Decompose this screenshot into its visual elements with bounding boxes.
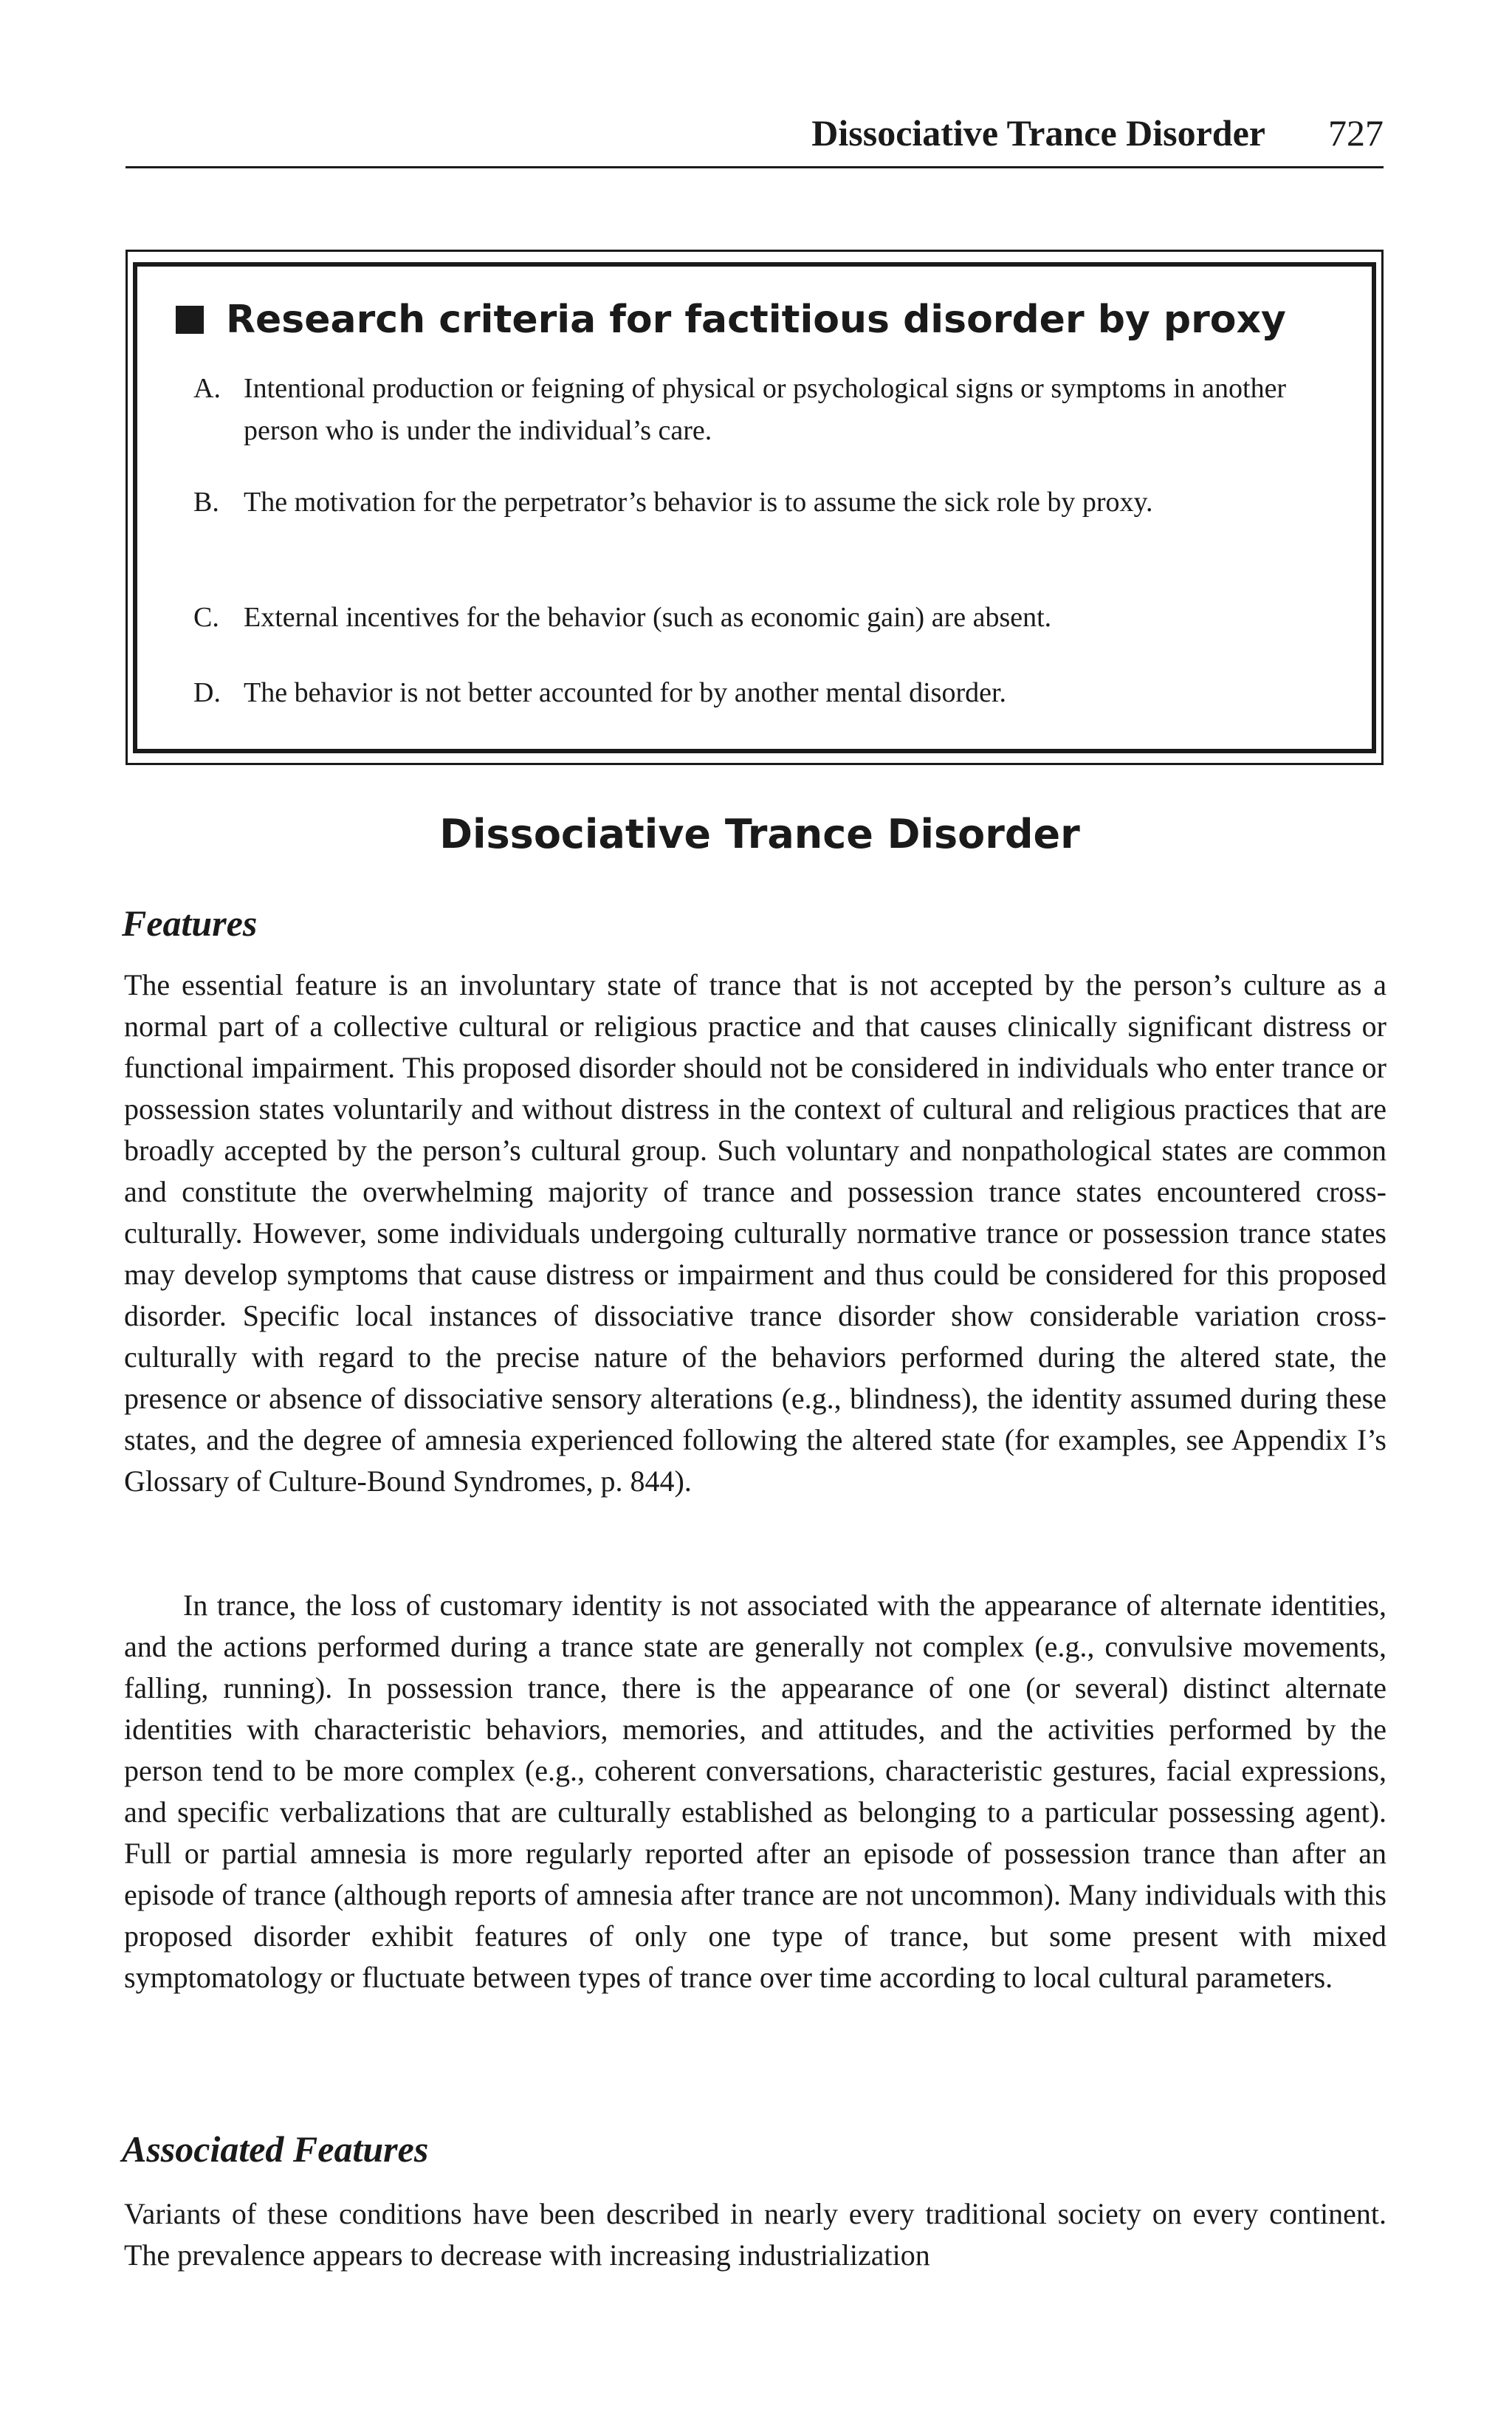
criterion-d [193,672,1336,714]
running-head-title: Dissociative Trance Disorder [811,112,1265,154]
associated-features-heading: Associated Features [122,2128,429,2170]
criterion-b [193,482,1336,524]
associated-features-paragraph-1: Variants of these conditions have been described in nearly every traditional society on every continent. The prevalence appears to decrease with increasing industrialization [124,2197,1386,2272]
criterion-letter: A. [193,373,221,404]
criterion-letter: C. [193,602,219,633]
criterion-c [193,597,1336,639]
criteria-box-title [176,297,1286,343]
criterion-letter: B. [193,487,219,518]
criteria-box-title-text: Research criteria for factitious disorder by proxy [226,298,1286,342]
features-paragraph-1: The essential feature is an involuntary state of trance that is not accepted by the person’s culture as a normal part of a collective cultural or religious practice and that causes clinically significant distress or functional impairment. This proposed disorder should not be considered in individuals who enter trance or possession states voluntarily and without distress in the context of cultural and religious practices that are broadly accepted by the person’s cultural group. Such voluntary and nonpathological states are common and constitute the overwhelming majority of trance and possession trance states encountered cross-culturally. However, some individuals undergoing culturally normative trance or possession trance states may develop symptoms that cause distress or impairment and thus could be considered for this proposed disorder. Specific local instances of dissociative trance disorder show considerable variation cross-culturally with regard to the precise nature of the behaviors performed during the altered state, the presence or absence of dissociative sensory alterations (e.g., blindness), the identity assumed during these states, and the degree of amnesia experienced following the altered state (for examples, see Appendix I’s Glossary of Culture-Bound Syndromes, p. 844). [124,968,1386,1498]
features-paragraph-2: In trance, the loss of customary identity is not associated with the appearance of alternate identities, and the actions performed during a trance state are generally not complex (e.g., convulsive movements, falling, running). In possession trance, there is the appearance of one (or several) distinct alternate identities with characteristic behaviors, memories, and attitudes, and the activities performed by the person tend to be more complex (e.g., coherent conversations, characteristic gestures, facial expressions, and specific verbalizations that are culturally established as belonging to a particular possessing agent). Full or partial amnesia is more regularly reported after an episode of possession trance than after an episode of trance (although reports of amnesia after trance are not uncommon). Many individuals with this proposed disorder exhibit features of only one type of trance, but some present with mixed symptomatology or fluctuate between types of trance over time according to local cultural parameters. [124,1589,1386,1994]
criterion-text: Intentional production or feigning of physical or psychological signs or symptoms in another person who is under the individual’s care. [244,373,1287,446]
criterion-text: The motivation for the perpetrator’s behavior is to assume the sick role by proxy. [244,487,1153,518]
square-bullet-icon [176,306,204,334]
criterion-text: The behavior is not better accounted for by another mental disorder. [244,677,1007,708]
page-number: 727 [1328,112,1384,154]
criterion-letter: D. [193,677,221,708]
section-title: Dissociative Trance Disorder [439,811,1080,857]
features-heading: Features [122,902,258,944]
running-head [126,111,1384,168]
criterion-a [193,368,1336,452]
criterion-text: External incentives for the behavior (such as economic gain) are absent. [244,602,1052,633]
